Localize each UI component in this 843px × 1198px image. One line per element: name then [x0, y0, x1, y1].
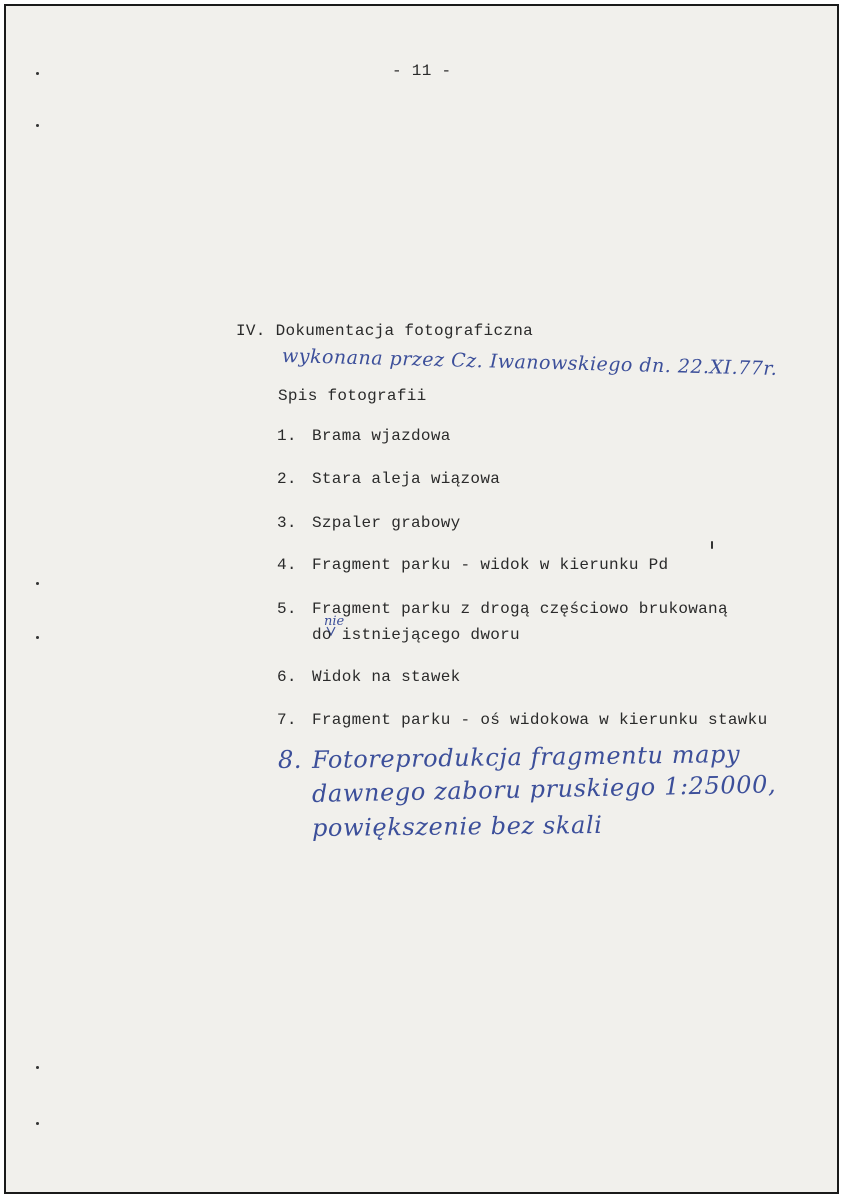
margin-mark [36, 582, 39, 585]
photo-item-title: Szpaler grabowy [312, 514, 461, 532]
page-number: - 11 - [392, 62, 452, 80]
photo-item-number: 7. [277, 711, 297, 729]
photo-item-number: 6. [277, 668, 297, 686]
margin-mark [36, 124, 39, 127]
photo-item-title: Fragment parku - widok w kierunku Pd [312, 556, 669, 574]
handwritten-insert: nie [324, 614, 345, 629]
photo-item-number: 4. [277, 556, 297, 574]
photo-item-number: 5. [277, 600, 297, 618]
photo-item-number: 3. [277, 514, 297, 532]
photo-item-title: Stara aleja wiązowa [312, 470, 501, 488]
photo-item-title: Fragment parku z drogą częściowo brukowaną [312, 600, 728, 618]
handwritten-item-line: dawnego zaboru pruskiego 1:25000, [311, 770, 777, 808]
handwritten-item-line: powiększenie bez skali [311, 810, 603, 842]
margin-mark [36, 1122, 39, 1125]
margin-mark [36, 1066, 39, 1069]
handwritten-annotation: wykonana przez Cz. Iwanowskiego dn. 22.XI.77r. [281, 345, 778, 380]
section-heading: IV. Dokumentacja fotograficzna [236, 322, 534, 340]
photo-item-title-continued: do istniejącego dworu [312, 626, 520, 644]
photo-item-number: 2. [277, 470, 297, 488]
section-subheading: Spis fotografii [278, 387, 427, 405]
margin-mark [36, 72, 39, 75]
photo-item-number: 1. [277, 427, 297, 445]
document-page [4, 4, 839, 1194]
photo-item-title: Fragment parku - oś widokowa w kierunku stawku [312, 711, 768, 729]
handwritten-item-number: 8. [278, 746, 303, 774]
photo-item-title: Widok na stawek [312, 668, 461, 686]
photo-item-title: Brama wjazdowa [312, 427, 451, 445]
margin-mark [36, 636, 39, 639]
margin-mark [711, 541, 713, 549]
handwritten-item-line: Fotoreprodukcja fragmentu mapy [311, 740, 741, 774]
